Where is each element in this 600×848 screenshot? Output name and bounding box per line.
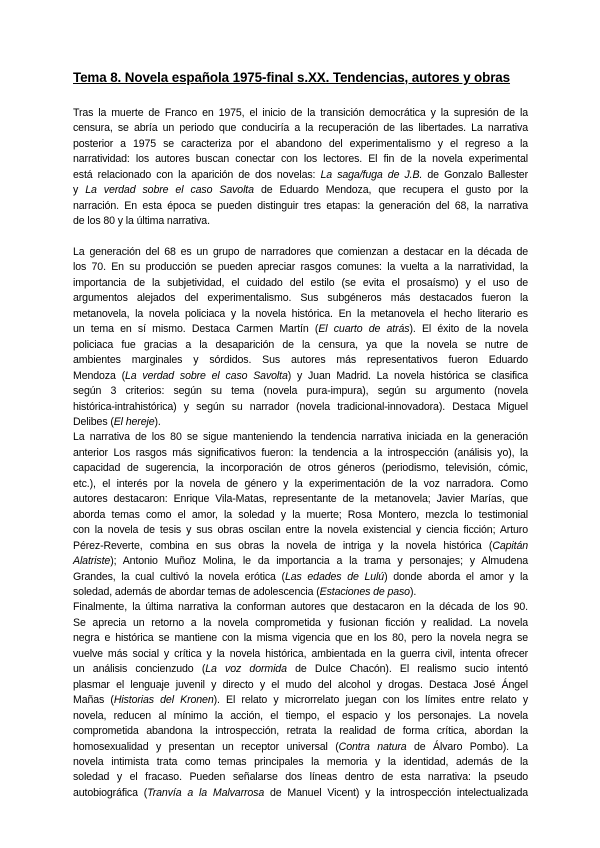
text-run: censura, se abría un periodo que conduciría a la recuperación de las libertades. La narrativa: [73, 122, 528, 135]
text-line: [73, 662, 528, 677]
text-line: [73, 585, 528, 600]
text-line: [73, 631, 528, 646]
text-line: [73, 508, 528, 523]
text-line: [73, 322, 528, 337]
page-title: Tema 8. Novela española 1975-final s.XX. Tendencias, autores y obras: [73, 70, 511, 85]
text-line: [73, 554, 528, 569]
text-run: soledad y el fracaso. Pueden señalarse dos líneas dentro de esta narrativa: la pseudo: [73, 771, 528, 784]
text-line: [73, 369, 528, 384]
work-title: La verdad sobre el caso Savolta: [125, 369, 288, 382]
text-line: [73, 755, 528, 770]
text-line: [73, 152, 528, 167]
text-line: [73, 214, 528, 229]
work-title: Las edades de Lulú: [284, 570, 385, 583]
work-title: La voz dormida: [205, 663, 287, 676]
text-run: importancia de la subjetividad, el cuidado del estilo (se evita el prosaísmo) y el uso de: [73, 276, 528, 289]
text-line: [73, 770, 528, 785]
text-run: posterior a 1975 se caracteriza por el abandono del experimentalismo y el regreso a la: [73, 137, 528, 150]
text-run: comprometida abandona la introspección, retrata la realidad de forma crítica, abordan la: [73, 725, 528, 738]
text-line: [73, 446, 528, 461]
text-run: novela, reducen al mínimo la acción, el tiempo, el espacio y los personajes. La novela: [73, 709, 528, 722]
text-run: autobiográfica (: [73, 786, 148, 799]
text-run: ).: [154, 416, 161, 428]
text-run: un análisis concienzudo (: [73, 663, 206, 676]
text-run: soledad, además de abordar temas de adolescencia (: [73, 585, 320, 598]
text-run: ambientes marginales y sórdidos. Sus autores más representativos fueron Eduardo: [73, 354, 528, 367]
text-run: Mañas (: [73, 694, 114, 707]
text-line: [73, 616, 528, 631]
text-line: [73, 168, 528, 183]
text-run: según 3 criterios: según su tema (novela pura-impura), según su argumento (novela: [73, 385, 528, 398]
document-body: [73, 106, 528, 801]
text-line: [73, 384, 528, 399]
text-line: [73, 307, 528, 322]
paragraph: [73, 600, 528, 801]
text-run: autores destacaron: Enrique Vila-Matas, representante de la metanovela; Javier Marías, que: [73, 493, 528, 506]
text-line: [73, 786, 528, 801]
text-run: de Eduardo Mendoza, que recupera el gusto por la: [253, 184, 528, 197]
text-run: vuelve más social y crítica y la novela histórica, ambientada en la guerra civil, intenta ofrecer: [73, 647, 528, 660]
work-title: Tranvía a la Malvarrosa: [147, 786, 265, 799]
text-run: etc.), el interés por la novela de género y la experimentación de la voz narradora. Como: [73, 477, 528, 490]
work-title: Alatriste: [73, 555, 111, 568]
text-run: Pérez-Reverte, combina en sus obras la novela de intriga y la novela histórica (: [73, 539, 493, 552]
text-run: está relacionado con la aparición de dos novelas:: [73, 168, 321, 181]
text-line: [73, 276, 528, 291]
text-line: [73, 137, 528, 152]
text-line: [73, 709, 528, 724]
text-run: ); Antonio Muñoz Molina, le da importancia a la trama y personajes; y Almudena: [110, 555, 528, 568]
text-line: [73, 600, 528, 615]
text-run: capacidad de sugerencia, la incorporación de otros géneros (periodismo, televisión, cómic,: [73, 462, 528, 475]
text-line: [73, 539, 528, 554]
text-run: anterior Los rasgos más significativos fueron: la tendencia a la introspección (análisis yo), la: [73, 446, 528, 459]
text-run: argumentos alejados del experimentalismo. Sus subgéneros más destacados fueron la: [73, 292, 528, 305]
text-run: Delibes (: [73, 416, 114, 428]
work-title: Estaciones de paso: [319, 585, 410, 598]
text-run: Grandes, la cual cultivó la novela erótica (: [73, 570, 285, 583]
work-title: La verdad sobre el caso Savolta: [85, 184, 254, 197]
text-line: [73, 461, 528, 476]
text-line: [73, 415, 528, 430]
text-line: [73, 430, 528, 445]
text-run: ). El éxito de la novela: [409, 323, 528, 336]
text-run: de Dulce Chacón). El realismo sucio intentó: [286, 663, 529, 676]
text-run: ) donde aborda el amor y la: [384, 570, 528, 583]
text-line: [73, 693, 528, 708]
text-line: [73, 570, 528, 585]
text-line: [73, 678, 528, 693]
text-run: ). El relato y microrrelato juegan con los límites entre relato y: [213, 694, 529, 707]
text-run: negra e histórica se mantiene con la misma vigencia que en los 80, pero la novela negra se: [73, 632, 528, 645]
text-line: [73, 260, 528, 275]
text-line: [73, 121, 528, 136]
work-title: Capitán: [492, 539, 528, 552]
text-run: ) y Juan Madrid. La novela histórica se clasifica: [287, 369, 528, 382]
work-title: El hereje: [113, 416, 155, 428]
text-line: [73, 740, 528, 755]
text-run: aborda temas como el amor, la soledad y la muerte; Rosa Montero, mezcla lo testimonial: [73, 508, 528, 521]
work-title: La saga/fuga de J.B.: [320, 168, 423, 181]
text-run: de los 80 y la última narrativa.: [73, 215, 210, 228]
paragraph: [73, 106, 528, 230]
text-line: [73, 477, 528, 492]
text-line: [73, 400, 528, 415]
text-run: un tema en sí mismo. Destaca Carmen Martín (: [73, 323, 319, 336]
text-run: plasmar el lenguaje juvenil y directo y el mudo del alcohol y drogas. Destaca José Ángel: [73, 678, 528, 691]
work-title: Historias del Kronen: [113, 694, 214, 707]
text-run: Tras la muerte de Franco en 1975, el inicio de la transición democrática y la supresión de la: [73, 107, 528, 119]
text-run: los 70. En su producción se pueden apreciar rasgos comunes: la vuelta a la narratividad, la: [73, 261, 528, 274]
text-run: histórica-intrahistórica) y según su narrador (novela tradicional-innovadora). Destaca Miguel: [73, 400, 528, 413]
text-line: [73, 106, 528, 121]
text-line: [73, 291, 528, 306]
text-run: Mendoza (: [73, 369, 125, 382]
text-run: de Álvaro Pombo). La: [406, 740, 529, 753]
paragraph: [73, 430, 528, 600]
text-line: [73, 492, 528, 507]
text-run: Finalmente, la última narrativa la conforman autores que destacaron en la década de los 90.: [73, 601, 528, 614]
work-title: Contra natura: [338, 740, 407, 753]
text-line: [73, 183, 528, 198]
text-run: policiaca fue gracias a la desaparición de la censura, ya que la novela se nutre de: [73, 338, 528, 351]
text-line: [73, 338, 528, 353]
text-run: narración. En esta época se pueden distinguir tres etapas: la generación del 68, la narrativa: [73, 199, 528, 212]
text-line: [73, 245, 528, 260]
text-run: Se aprecia un retorno a la novela comprometida y fusionan ficción y realidad. La novela: [73, 616, 528, 629]
text-line: [73, 523, 528, 538]
text-run: novela intimista trata como temas principales la memoria y la identidad, además de la: [73, 755, 528, 768]
text-run: La narrativa de los 80 se sigue manteniendo la tendencia narrativa iniciada en la generación: [73, 431, 528, 444]
text-run: con la novela de tesis y sus obras oscilan entre la novela existencial y ciencia ficción; Arturo: [73, 524, 528, 537]
work-title: El cuarto de atrás: [318, 323, 410, 336]
text-run: de Manuel Vicent) y la introspección intelectualizada: [264, 786, 528, 799]
text-run: homosexualidad y presentan un receptor universal (: [73, 740, 339, 753]
text-run: narratividad: los autores buscan conectar con los lectores. El fin de la novela experimental: [73, 153, 528, 166]
text-line: [73, 199, 528, 214]
text-line: [73, 647, 528, 662]
paragraph: [73, 245, 528, 430]
text-line: [73, 724, 528, 739]
text-run: metanovela, la novela policiaca y la novela histórica. En la metanovela el hecho literario es: [73, 307, 528, 320]
text-line: [73, 353, 528, 368]
text-run: La generación del 68 es un grupo de narradores que comienzan a destacar en la década de: [73, 246, 528, 259]
text-run: ).: [409, 585, 417, 598]
text-run: y: [73, 184, 86, 197]
text-run: de Gonzalo Ballester: [422, 168, 528, 181]
